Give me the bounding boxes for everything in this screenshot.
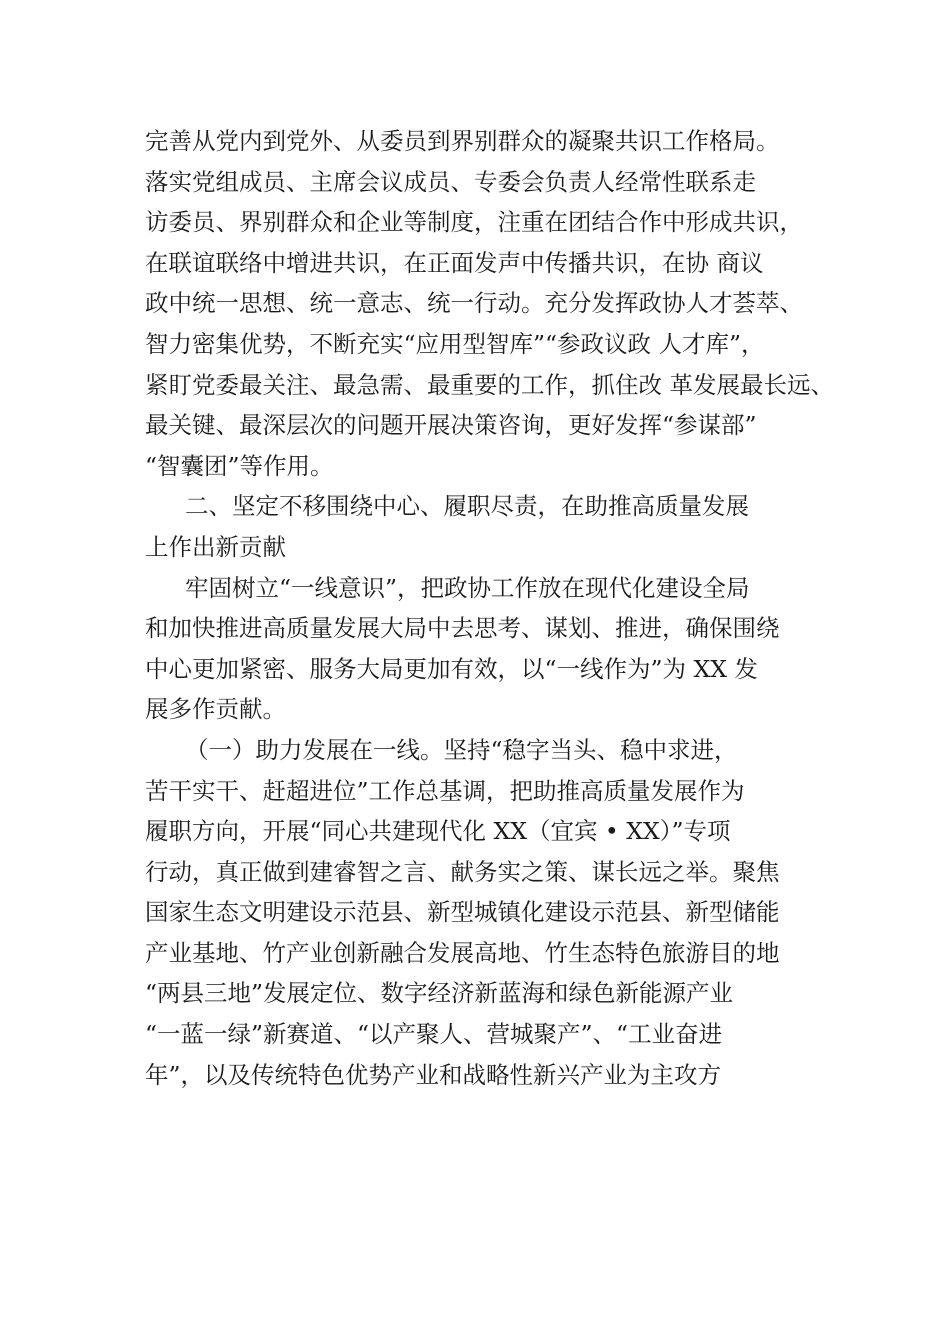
text-line: 落实党组成员、主席会议成员、专委会负责人经常性联系走 bbox=[145, 167, 756, 196]
document-body bbox=[145, 121, 865, 1095]
text-line: “两县三地”发展定位、数字经济新蓝海和绿色新能源产业 bbox=[145, 979, 734, 1008]
text-line: 紧盯党委最关注、最急需、最重要的工作，抓住改 革发展最长远、 bbox=[145, 370, 834, 399]
text-line: 智力密集优势，不断充实“应用型智库”“参政议政 人才库”， bbox=[145, 329, 765, 358]
text-line: “一蓝一绿”新赛道、“以产聚人、营城聚产”、“工业奋进 bbox=[145, 1020, 723, 1049]
text-line: 产业基地、竹产业创新融合发展高地、竹生态特色旅游目的地 bbox=[145, 938, 780, 967]
text-line: 中心更加紧密、服务大局更加有效，以“一线作为”为 XX 发 bbox=[145, 654, 758, 683]
text-line: 牢固树立“一线意识”，把政协工作放在现代化建设全局 bbox=[185, 573, 750, 602]
text-line: 和加快推进高质量发展大局中去思考、谋划、推进，确保围绕 bbox=[145, 614, 780, 643]
text-line: 展多作贡献。 bbox=[145, 695, 286, 724]
text-line: 完善从党内到党外、从委员到界别群众的凝聚共识工作格局。 bbox=[145, 127, 780, 155]
text-line: 行动，真正做到建睿智之言、献务实之策、谋长远之举。聚焦 bbox=[145, 857, 780, 886]
text-line: 最关键、最深层次的问题开展决策咨询，更好发挥“参谋部” bbox=[145, 411, 757, 440]
text-line: 国家生态文明建设示范县、新型城镇化建设示范县、新型储能 bbox=[145, 898, 780, 927]
text-line: 履职方向，开展“同心共建现代化 XX（宜宾 • XX）”专项 bbox=[145, 817, 731, 846]
text-line: 访委员、界别群众和企业等制度，注重在团结合作中形成共识， bbox=[145, 208, 803, 237]
section-heading-continued: 上作出新贡献 bbox=[145, 532, 286, 561]
text-line: “智囊团”等作用。 bbox=[145, 451, 334, 480]
text-line: 年”，以及传统特色优势产业和战略性新兴产业为主攻方 bbox=[145, 1060, 722, 1089]
text-line: 在联谊联络中增进共识，在正面发声中传播共识，在协 商议 bbox=[145, 248, 764, 277]
text-line: 政中统一思想、统一意志、统一行动。充分发挥政协人才荟萃、 bbox=[145, 289, 803, 318]
subsection-line: （一）助力发展在一线。坚持“稳字当头、稳中求进， bbox=[185, 735, 738, 764]
section-heading: 二、坚定不移围绕中心、履职尽责，在助推高质量发展 bbox=[185, 492, 749, 521]
text-line: 苦干实干、赶超进位”工作总基调，把助推高质量发展作为 bbox=[145, 776, 745, 805]
